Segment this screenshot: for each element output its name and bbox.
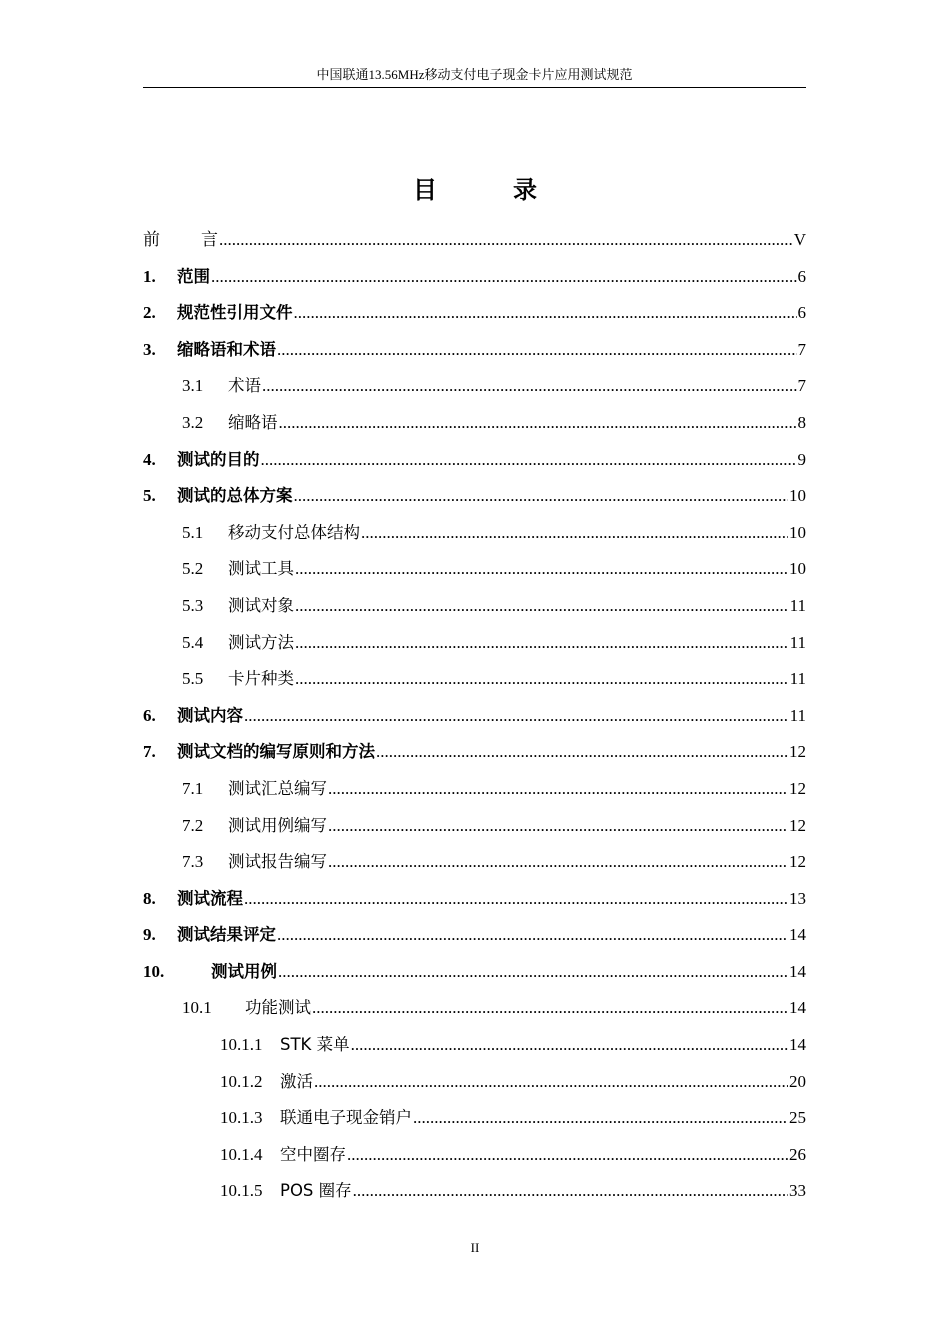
toc-entry-label: 联通电子现金销户 [280,1108,412,1128]
leader-dots [347,1137,788,1174]
toc-entry-page: 12 [789,815,806,835]
leader-dots [262,368,797,405]
leader-dots [312,990,788,1027]
toc-entry[interactable] [143,990,806,1027]
toc-entry-label: STK 菜单 [280,1035,350,1055]
toc-entry-page: 12 [789,742,806,762]
toc-entry-number: 4. [143,449,156,469]
toc-entry-page: 14 [789,961,806,981]
toc-entry-label: 测试内容 [177,705,243,725]
leader-dots [277,332,797,369]
toc-entry-number: 10.1.2 [220,1071,263,1091]
leader-dots [328,844,788,881]
leader-dots [244,698,789,735]
toc-entry-page: 33 [789,1181,806,1201]
toc-title: 目 录 [413,176,563,204]
toc-entry-preface[interactable] [143,222,806,259]
toc-entry-number: 10.1.3 [220,1108,263,1128]
toc-entry[interactable] [143,1064,806,1101]
toc-entry[interactable] [143,844,806,881]
leader-dots [314,1064,788,1101]
toc-entry-label: 术语 [228,376,261,396]
leader-dots [361,515,788,552]
toc-entry[interactable] [143,295,806,332]
toc-entry-page: 13 [789,888,806,908]
toc-entry-label: 测试流程 [177,888,243,908]
toc-entry[interactable] [143,478,806,515]
toc-entry[interactable] [143,515,806,552]
toc-entry-label: 测试报告编写 [228,852,327,872]
toc-entry-page: 10 [789,559,806,579]
leader-dots [295,551,788,588]
toc-entry-number: 1. [143,266,156,286]
toc-entry-label: 测试用例编写 [228,815,327,835]
leader-dots [351,1027,788,1064]
toc-entry-page: V [793,230,806,249]
toc-entry-page: 12 [789,778,806,798]
toc-entry-page: 8 [797,412,806,432]
toc-entry-label: 测试的目的 [177,449,260,469]
toc-entry-number: 5.4 [182,632,204,652]
toc-entry-label: 移动支付总体结构 [228,522,360,542]
toc-entry-label: 测试用例 [211,961,277,981]
toc-entry-number: 8. [143,888,156,908]
toc-entry-label: 测试的总体方案 [177,486,293,506]
toc-entry-label: 卡片种类 [228,669,294,689]
toc-entry-number: 6. [143,705,156,725]
toc-entry-number: 3. [143,339,156,359]
toc-entry-number: 3.2 [182,412,204,432]
leader-dots [295,661,789,698]
leader-dots [413,1100,788,1137]
toc-entry-label: 缩略语和术语 [177,339,276,359]
toc-entry-number: 7. [143,742,156,762]
toc-entry[interactable] [143,588,806,625]
toc-entry-page: 7 [797,339,806,359]
leader-dots [295,625,789,662]
toc-entry[interactable] [143,442,806,479]
toc-entry-number: 10.1.1 [220,1035,263,1055]
toc-entry-number: 10.1.5 [220,1181,263,1201]
table-of-contents [143,222,806,1210]
toc-entry-label: 空中圈存 [280,1144,346,1164]
toc-entry-label-part: 言 [201,230,218,250]
toc-entry-label: 范围 [177,266,210,286]
toc-entry-page: 14 [789,1035,806,1055]
toc-entry-number: 7.3 [182,852,204,872]
header-rule [143,87,806,88]
leader-dots [328,771,788,808]
leader-dots [376,734,788,771]
toc-entry[interactable] [143,1173,806,1210]
toc-entry-number: 5.2 [182,559,204,579]
toc-entry[interactable] [143,698,806,735]
leader-dots [295,588,789,625]
page-number: II [470,1240,480,1255]
leader-dots [211,259,797,296]
leader-dots [279,405,797,442]
toc-entry-label-part: 前 [143,230,160,250]
toc-entry-label: 测试结果评定 [177,925,276,945]
toc-entry-label: 测试汇总编写 [228,778,327,798]
toc-entry[interactable] [143,1137,806,1174]
toc-entry-number: 5. [143,486,156,506]
toc-entry-number: 7.2 [182,815,204,835]
toc-entry[interactable] [143,1027,806,1064]
toc-entry-label [143,222,218,259]
toc-entry[interactable] [143,259,806,296]
leader-dots [294,295,797,332]
toc-entry[interactable] [143,881,806,918]
leader-dots [219,222,793,259]
toc-entry-label: POS 圈存 [280,1181,352,1201]
toc-entry[interactable] [143,625,806,662]
toc-entry-label: 测试文档的编写原则和方法 [177,742,375,762]
toc-entry-page: 10 [789,486,806,506]
leader-dots [244,881,788,918]
toc-entry[interactable] [143,734,806,771]
toc-entry-page: 6 [797,303,806,323]
toc-entry-number: 10. [143,961,165,981]
toc-entry[interactable] [143,954,806,991]
toc-entry[interactable] [143,551,806,588]
toc-entry-number: 10.1.4 [220,1144,263,1164]
toc-entry[interactable] [143,917,806,954]
leader-dots [353,1173,788,1210]
toc-entry-page: 11 [789,632,806,652]
toc-entry-page: 10 [789,522,806,542]
toc-entry-page: 20 [789,1071,806,1091]
toc-entry-page: 11 [789,705,806,725]
toc-entry-label: 测试方法 [228,632,294,652]
toc-entry-page: 26 [789,1144,806,1164]
toc-entry[interactable] [143,405,806,442]
toc-entry-page: 7 [797,376,806,396]
leader-dots [328,808,788,845]
toc-entry-label: 规范性引用文件 [177,303,293,323]
toc-entry-page: 11 [789,669,806,689]
toc-entry[interactable] [143,332,806,369]
toc-entry-number: 10.1 [182,998,212,1018]
toc-entry-number: 3.1 [182,376,204,396]
toc-entry-page: 11 [789,595,806,615]
leader-dots [278,954,788,991]
toc-entry-number: 5.1 [182,522,204,542]
toc-entry-number: 5.3 [182,595,204,615]
toc-entry[interactable] [143,808,806,845]
toc-entry-label: 测试对象 [228,595,294,615]
toc-entry-number: 7.1 [182,778,204,798]
toc-entry-label: 缩略语 [228,412,278,432]
toc-entry-page: 14 [789,925,806,945]
toc-entry-number: 9. [143,925,156,945]
toc-entry-number: 5.5 [182,669,204,689]
toc-entry[interactable] [143,661,806,698]
toc-entry-page: 6 [797,266,806,286]
toc-entry-page: 9 [797,449,806,469]
toc-entry-label: 功能测试 [245,998,311,1018]
leader-dots [261,442,797,479]
toc-entry-label: 测试工具 [228,559,294,579]
toc-entry-label: 激活 [280,1071,313,1091]
toc-entry[interactable] [143,368,806,405]
toc-entry-page: 12 [789,852,806,872]
leader-dots [294,478,789,515]
running-header: 中国联通13.56MHz移动支付电子现金卡片应用测试规范 [316,67,633,82]
toc-entry-page: 25 [789,1108,806,1128]
toc-entry[interactable] [143,1100,806,1137]
leader-dots [277,917,788,954]
toc-entry-page: 14 [789,998,806,1018]
toc-entry[interactable] [143,771,806,808]
toc-entry-number: 2. [143,303,156,323]
